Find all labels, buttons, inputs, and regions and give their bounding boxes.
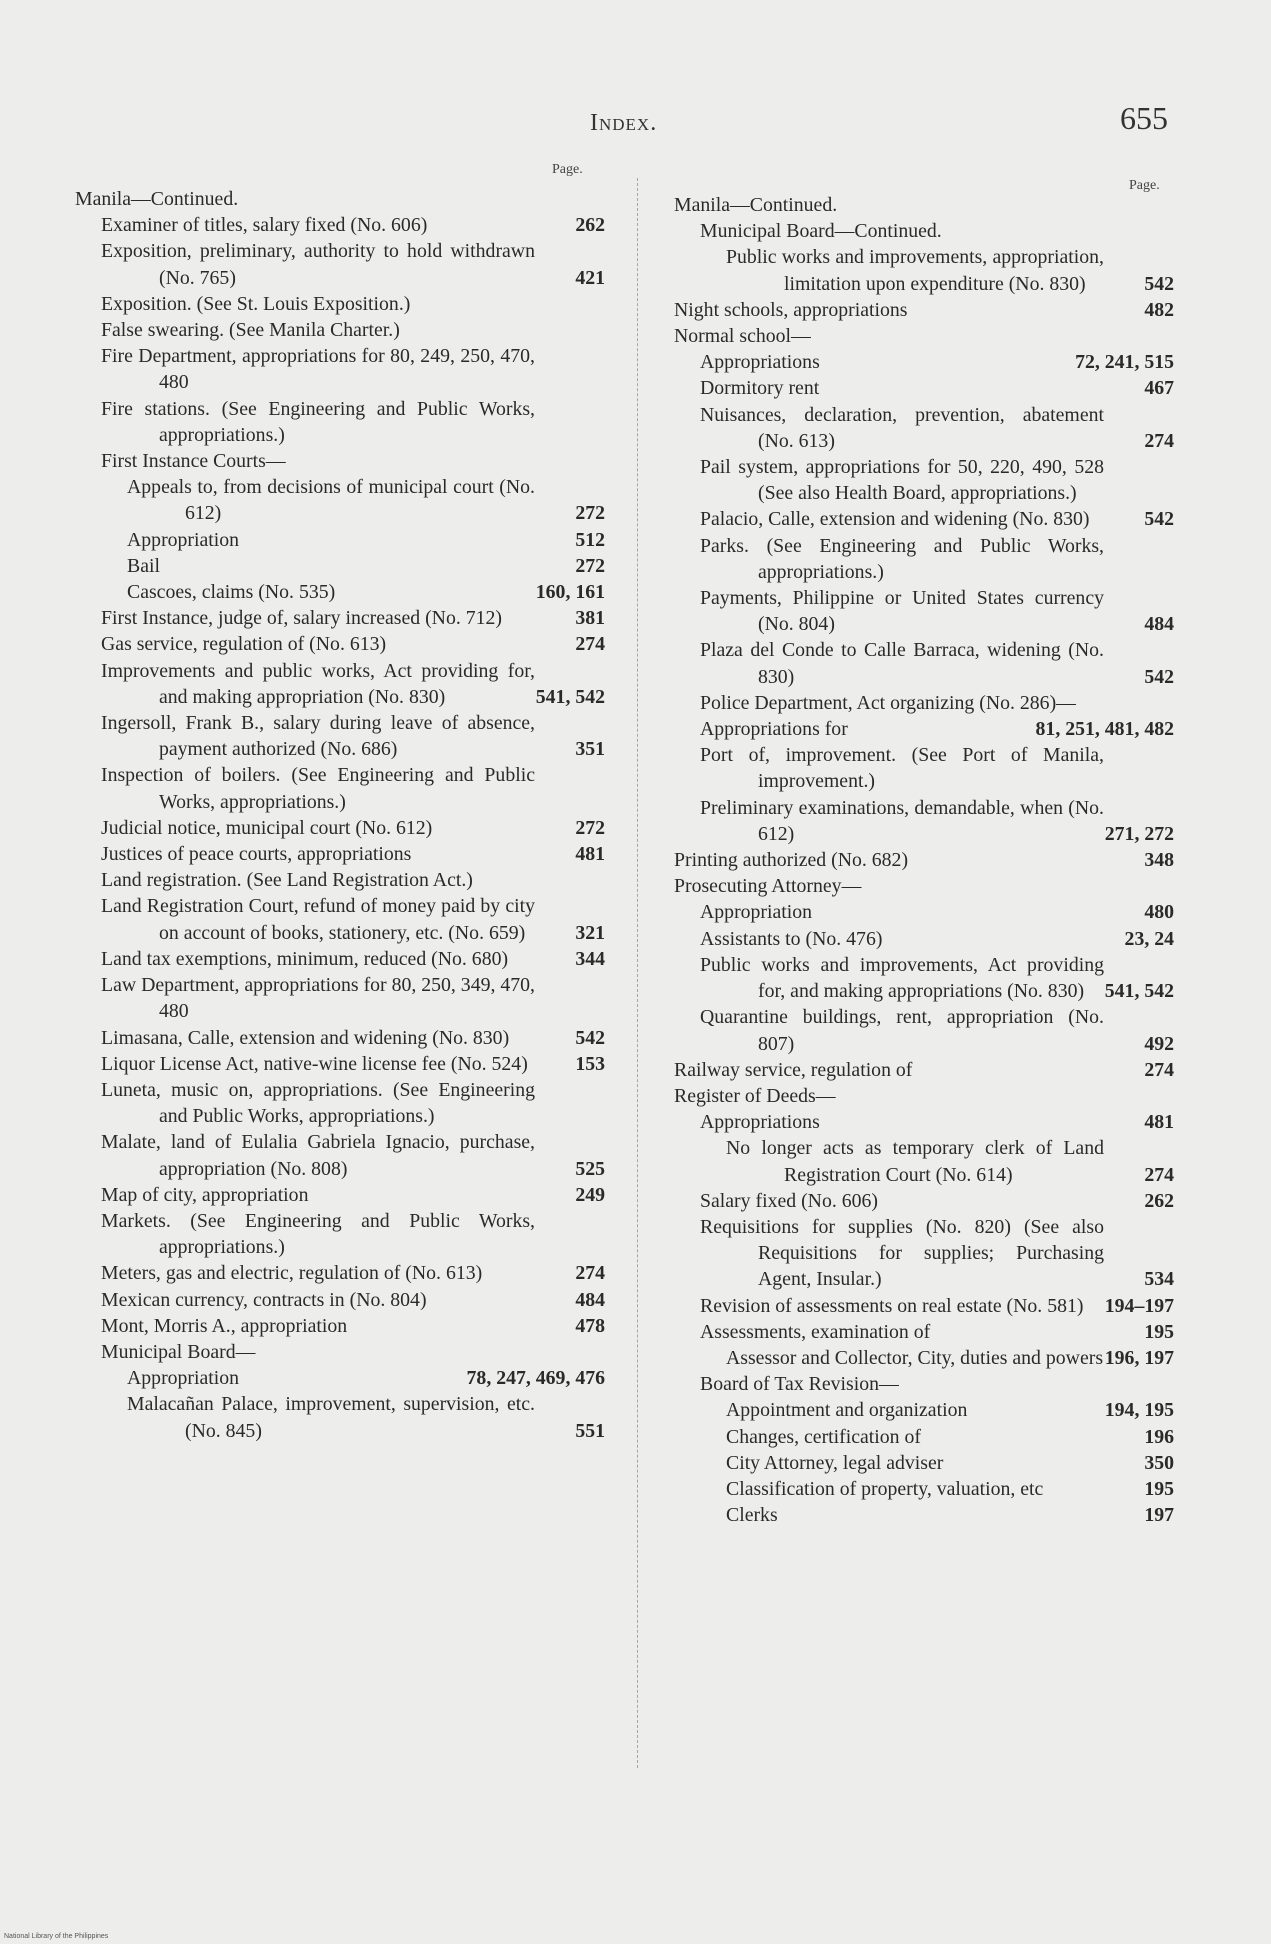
entry-text: Board of Tax Revision— bbox=[700, 1373, 899, 1396]
entry-text: Ingersoll, Frank B., salary during leave of absence, payment authorized (No. 686) bbox=[101, 712, 535, 761]
index-entry: Malacañan Palace, improvement, supervision, etc. (No. 845) 551 bbox=[127, 1393, 605, 1442]
index-entry: Palacio, Calle, extension and widening (No. 830) 542 bbox=[700, 508, 1174, 531]
index-entry: Quarantine buildings, rent, appropriation (No. 807) 492 bbox=[700, 1006, 1174, 1055]
index-entry: Limasana, Calle, extension and widening (No. 830) 542 bbox=[101, 1026, 605, 1049]
entry-text: Preliminary examinations, demandable, when (No. 612) bbox=[700, 796, 1104, 845]
page-header bbox=[0, 100, 1271, 150]
entry-text: False swearing. (See Manila Charter.) bbox=[101, 319, 400, 342]
index-entry: Appropriation 512 bbox=[127, 528, 605, 551]
entry-text: Exposition, preliminary, authority to hold withdrawn (No. 765) bbox=[101, 240, 535, 289]
index-entry bbox=[75, 658, 605, 710]
entry-text: Appropriations for bbox=[700, 718, 848, 741]
index-entry: Requisitions for supplies (No. 820) (See also Requisitions for supplies; Purchasing Agent, Insular.) 534 bbox=[700, 1215, 1174, 1291]
entry-text: Fire Department, appropriations for 80, 249, 250, 470, 480 bbox=[101, 345, 535, 394]
index-entry bbox=[674, 873, 1174, 899]
entry-text: Appropriation bbox=[127, 1367, 240, 1390]
index-entry: Malate, land of Eulalia Gabriela Ignacio, purchase, appropriation (No. 808) 525 bbox=[101, 1131, 605, 1180]
entry-text: Improvements and public works, Act providing for, and making appropriation (No. 830) bbox=[101, 659, 535, 708]
index-entry bbox=[674, 742, 1174, 794]
entry-text: Changes, certification of bbox=[726, 1425, 921, 1448]
index-entry bbox=[674, 323, 1174, 349]
index-entry: Exposition, preliminary, authority to hold withdrawn (No. 765) 421 bbox=[101, 240, 605, 289]
index-entry bbox=[75, 343, 605, 395]
entry-text: Public works and improvements, appropriation, limitation upon expenditure (No. 830) bbox=[726, 246, 1104, 295]
index-entry: Salary fixed (No. 606) 262 bbox=[700, 1189, 1174, 1212]
entry-text: Assessments, examination of bbox=[700, 1320, 931, 1343]
index-entry: Classification of property, valuation, etc 195 bbox=[726, 1477, 1174, 1500]
entry-text: Appeals to, from decisions of municipal court (No. 612) bbox=[127, 476, 535, 525]
entry-text: Revision of assessments on real estate (No. 581) bbox=[700, 1294, 1084, 1317]
index-entry: Payments, Philippine or United States currency (No. 804) 484 bbox=[700, 587, 1174, 636]
entry-page-ref: 194–197 bbox=[1104, 1294, 1174, 1317]
index-entry: Changes, certification of 196 bbox=[726, 1425, 1174, 1448]
index-entry bbox=[674, 1371, 1174, 1397]
entry-text: Salary fixed (No. 606) bbox=[700, 1189, 878, 1212]
index-entry: Land tax exemptions, minimum, reduced (No. 680) 344 bbox=[101, 947, 605, 970]
entry-text: Exposition. (See St. Louis Exposition.) bbox=[101, 292, 411, 315]
entry-page-ref: 78, 247, 469, 476 bbox=[466, 1367, 605, 1390]
entry-text: Assessor and Collector, City, duties and powers bbox=[726, 1346, 1104, 1369]
index-entry bbox=[75, 317, 605, 343]
index-entry bbox=[674, 349, 1174, 375]
entry-text: Manila—Continued. bbox=[75, 188, 239, 210]
index-entry: Ingersoll, Frank B., salary during leave of absence, payment authorized (No. 686) 351 bbox=[101, 712, 605, 761]
entry-text: First Instance, judge of, salary increased (No. 712) bbox=[101, 607, 502, 630]
index-entry: Clerks 197 bbox=[726, 1504, 1174, 1527]
entry-text: Nuisances, declaration, prevention, abatement (No. 613) bbox=[700, 403, 1104, 452]
entry-text: Manila—Continued. bbox=[674, 194, 838, 216]
index-entry bbox=[75, 762, 605, 814]
index-entry: Plaza del Conde to Calle Barraca, widening (No. 830) 542 bbox=[700, 639, 1174, 688]
entry-text: No longer acts as temporary clerk of Land Registration Court (No. 614) bbox=[726, 1137, 1104, 1186]
page-title: Index. bbox=[590, 110, 658, 136]
entry-text: Markets. (See Engineering and Public Works, appropriations.) bbox=[101, 1209, 535, 1259]
entry-text: Dormitory rent bbox=[700, 377, 820, 400]
entry-text: Printing authorized (No. 682) bbox=[674, 849, 909, 872]
index-entry bbox=[674, 1397, 1174, 1423]
entry-text: Bail bbox=[127, 554, 160, 577]
entry-text: Palacio, Calle, extension and widening (No. 830) bbox=[700, 508, 1090, 531]
index-entry: Gas service, regulation of (No. 613) 274 bbox=[101, 633, 605, 656]
entry-text: Mexican currency, contracts in (No. 804) bbox=[101, 1288, 427, 1311]
index-entry bbox=[75, 1365, 605, 1391]
index-entry: Bail 272 bbox=[127, 554, 605, 577]
entry-text: Justices of peace courts, appropriations bbox=[101, 843, 412, 866]
index-entry bbox=[674, 218, 1174, 244]
entry-page-ref: 194, 195 bbox=[1104, 1399, 1174, 1422]
entry-text: Night schools, appropriations bbox=[674, 298, 908, 321]
index-entry bbox=[674, 1345, 1174, 1371]
index-entry: Appropriations 481 bbox=[700, 1111, 1174, 1134]
index-entry: Judicial notice, municipal court (No. 612) 272 bbox=[101, 816, 605, 839]
footer-note: National Library of the Philippines bbox=[4, 1933, 109, 1940]
entry-text: Liquor License Act, native-wine license fee (No. 524) bbox=[101, 1052, 528, 1075]
entry-text: Malate, land of Eulalia Gabriela Ignacio, purchase, appropriation (No. 808) bbox=[101, 1131, 535, 1180]
entry-text: Quarantine buildings, rent, appropriation (No. 807) bbox=[700, 1006, 1104, 1055]
index-entry: Meters, gas and electric, regulation of (No. 613) 274 bbox=[101, 1262, 605, 1285]
index-entry bbox=[674, 297, 1174, 323]
entry-text: Mont, Morris A., appropriation bbox=[101, 1314, 348, 1337]
index-entry bbox=[674, 690, 1174, 716]
entry-text: Pail system, appropriations for 50, 220, 490, 528 (See also Health Board, appropriations.) bbox=[700, 456, 1104, 505]
entry-page-ref: 72, 241, 515 bbox=[1075, 351, 1174, 374]
index-entry bbox=[674, 952, 1174, 1004]
column-divider bbox=[637, 178, 638, 1768]
index-entry: Land Registration Court, refund of money paid by city on account of books, stationery, etc. (No. 659) 321 bbox=[101, 895, 605, 944]
index-entry: First Instance, judge of, salary increased (No. 712) 381 bbox=[101, 607, 605, 630]
index-entry bbox=[75, 448, 605, 474]
entry-page-ref: 160, 161 bbox=[535, 581, 605, 604]
index-list bbox=[674, 168, 1174, 1528]
index-entry: Appropriation 480 bbox=[700, 901, 1174, 924]
index-entry bbox=[674, 1057, 1174, 1083]
index-entry: Mont, Morris A., appropriation 478 bbox=[101, 1314, 605, 1337]
left-column bbox=[75, 162, 605, 1444]
index-entry bbox=[674, 454, 1174, 506]
entry-text: Normal school— bbox=[674, 325, 811, 348]
entry-text: Land registration. (See Land Registration Act.) bbox=[101, 869, 473, 892]
entry-text: Appointment and organization bbox=[726, 1399, 968, 1422]
page-number: 655 bbox=[1120, 100, 1168, 136]
entry-text: Assistants to (No. 476) bbox=[700, 927, 883, 950]
index-entry bbox=[674, 847, 1174, 873]
entry-text: Clerks bbox=[726, 1504, 778, 1527]
entry-text: Public works and improvements, Act providing for, and making appropriations (No. 830) bbox=[700, 953, 1104, 1003]
entry-text: Gas service, regulation of (No. 613) bbox=[101, 633, 387, 656]
entry-text: Railway service, regulation of bbox=[674, 1058, 913, 1081]
index-entry: Justices of peace courts, appropriations 481 bbox=[101, 843, 605, 866]
index-entry: Public works and improvements, appropriation, limitation upon expenditure (No. 830) 542 bbox=[726, 246, 1174, 295]
right-column bbox=[674, 168, 1174, 1528]
index-entry bbox=[674, 1293, 1174, 1319]
index-entry bbox=[75, 186, 605, 212]
index-entry bbox=[75, 1077, 605, 1129]
entry-text: Limasana, Calle, extension and widening (No. 830) bbox=[101, 1026, 510, 1049]
page-column-heading: Page. bbox=[552, 162, 583, 177]
entry-text: Requisitions for supplies (No. 820) (See also Requisitions for supplies; Purchasing Agent, Insular.) bbox=[700, 1215, 1104, 1291]
entry-text: Prosecuting Attorney— bbox=[674, 875, 862, 898]
entry-text: Malacañan Palace, improvement, supervision, etc. (No. 845) bbox=[127, 1393, 535, 1442]
index-list bbox=[75, 168, 605, 1444]
index-entry bbox=[75, 972, 605, 1024]
index-entry bbox=[674, 716, 1174, 742]
index-entry bbox=[75, 867, 605, 893]
index-entry: Map of city, appropriation 249 bbox=[101, 1183, 605, 1206]
entry-page-ref: 541, 542 bbox=[535, 685, 605, 708]
entry-page-ref: 348 bbox=[1144, 849, 1174, 872]
index-entry: Liquor License Act, native-wine license fee (No. 524) 153 bbox=[101, 1052, 605, 1075]
index-entry: Nuisances, declaration, prevention, abatement (No. 613) 274 bbox=[700, 403, 1174, 452]
entry-page-ref: 196, 197 bbox=[1104, 1346, 1174, 1369]
index-entry: Dormitory rent 467 bbox=[700, 377, 1174, 400]
entry-page-ref: 274 bbox=[1144, 1058, 1174, 1081]
index-entry bbox=[674, 795, 1174, 847]
entry-text: Municipal Board—Continued. bbox=[700, 220, 942, 243]
index-entry: Mexican currency, contracts in (No. 804) 484 bbox=[101, 1288, 605, 1311]
entry-text: Appropriation bbox=[127, 528, 240, 551]
entry-text: Map of city, appropriation bbox=[101, 1183, 309, 1206]
index-entry bbox=[75, 1339, 605, 1365]
entry-text: Judicial notice, municipal court (No. 612) bbox=[101, 816, 433, 839]
entry-text: Port of, improvement. (See Port of Manila, improvement.) bbox=[700, 744, 1104, 793]
index-entry bbox=[75, 396, 605, 448]
entry-page-ref: 541, 542 bbox=[1104, 980, 1174, 1003]
index-entry: Examiner of titles, salary fixed (No. 606) 262 bbox=[101, 214, 605, 237]
index-entry: Appeals to, from decisions of municipal court (No. 612) 272 bbox=[127, 476, 605, 525]
entry-text: Inspection of boilers. (See Engineering and Public Works, appropriations.) bbox=[101, 764, 535, 813]
index-entry: No longer acts as temporary clerk of Land Registration Court (No. 614) 274 bbox=[726, 1137, 1174, 1186]
entry-text: Appropriations bbox=[700, 351, 820, 374]
entry-page-ref: 482 bbox=[1144, 298, 1174, 321]
entry-text: Register of Deeds— bbox=[674, 1084, 836, 1107]
entry-text: Police Department, Act organizing (No. 286)— bbox=[700, 691, 1076, 714]
entry-text: Municipal Board— bbox=[101, 1340, 256, 1363]
entry-page-ref: 271, 272 bbox=[1104, 822, 1174, 845]
page-column-heading: Page. bbox=[1129, 178, 1160, 193]
entry-text: Land Registration Court, refund of money paid by city on account of books, stationery, etc. (No. 659) bbox=[101, 895, 535, 944]
entry-text: Classification of property, valuation, etc bbox=[726, 1477, 1044, 1500]
index-entry bbox=[674, 533, 1174, 585]
entry-text: Meters, gas and electric, regulation of (No. 613) bbox=[101, 1262, 483, 1285]
index-entry bbox=[75, 291, 605, 317]
index-entry bbox=[674, 1083, 1174, 1109]
entry-text: Luneta, music on, appropriations. (See Engineering and Public Works, appropriations.) bbox=[101, 1078, 535, 1128]
entry-page-ref: 81, 251, 481, 482 bbox=[1035, 718, 1174, 741]
index-entry bbox=[75, 1208, 605, 1260]
entry-text: Appropriations bbox=[700, 1111, 820, 1134]
index-entry bbox=[75, 579, 605, 605]
entry-text: Parks. (See Engineering and Public Works, appropriations.) bbox=[700, 534, 1104, 583]
entry-text: Fire stations. (See Engineering and Public Works, appropriations.) bbox=[101, 397, 535, 446]
index-entry: Assistants to (No. 476) 23, 24 bbox=[700, 927, 1174, 950]
entry-text: Law Department, appropriations for 80, 250, 349, 470, 480 bbox=[101, 974, 535, 1023]
entry-text: Appropriation bbox=[700, 901, 813, 924]
index-entry bbox=[674, 192, 1174, 218]
entry-text: Examiner of titles, salary fixed (No. 606) bbox=[101, 214, 428, 237]
index-entry: City Attorney, legal adviser 350 bbox=[726, 1451, 1174, 1474]
entry-text: Land tax exemptions, minimum, reduced (No. 680) bbox=[101, 947, 509, 970]
entry-text: Payments, Philippine or United States currency (No. 804) bbox=[700, 587, 1104, 636]
entry-text: City Attorney, legal adviser bbox=[726, 1451, 944, 1474]
entry-text: First Instance Courts— bbox=[101, 450, 286, 473]
entry-text: Plaza del Conde to Calle Barraca, widening (No. 830) bbox=[700, 639, 1104, 688]
entry-text: Cascoes, claims (No. 535) bbox=[127, 581, 336, 604]
index-entry: Assessments, examination of 195 bbox=[700, 1320, 1174, 1343]
